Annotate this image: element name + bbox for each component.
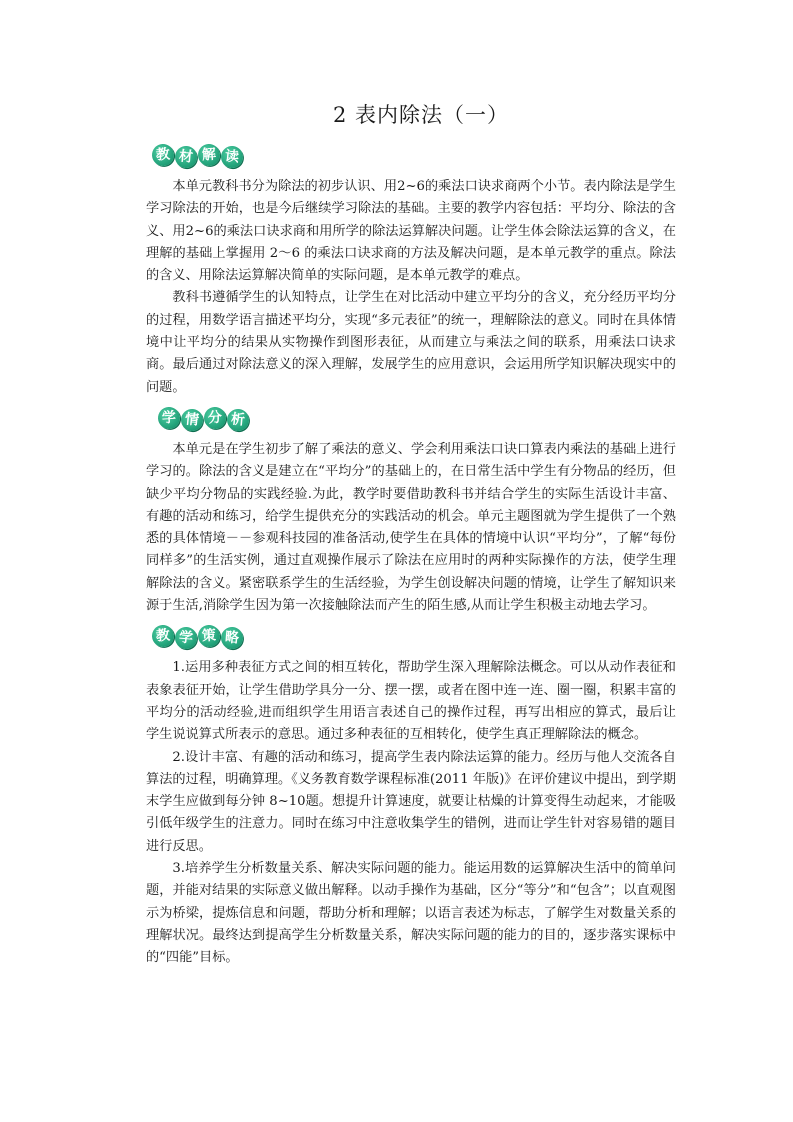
badge-char: 教: [151, 143, 174, 166]
paragraph: 3.培养学生分析数量关系、解决实际问题的能力。能运用数的运算解决生活中的简单问题，并能对结果的实际意义做出解释。以动手操作为基础，区分“等分”和“包含”；以直观图示为桥梁，提炼信息和问题，帮助分析和理解；以语言表述为标志，了解学生对数量关系的理解状况。最终达到提高学生分析数量关系，解决实际问题的能力的目的，逐步落实课标中的“四能”目标。: [146, 861, 676, 966]
badge-char: 解: [197, 143, 220, 166]
section-student-analysis: [146, 403, 676, 617]
badge-char: 情: [180, 408, 204, 432]
paragraph: 1.运用多种表征方式之间的相互转化，帮助学生深入理解除法概念。可以从动作表征和表象表征开始，让学生借助学具分一分、摆一摆，或者在图中连一连、圈一圈，积累丰富的平均分的活动经验,进而组织学生用语言表述自己的操作过程，再写出相应的算式，最后让学生说说算式所表示的意思。通过多种表征的互相转化，使学生真正理解除法的概念。: [146, 660, 676, 743]
section-badge: [158, 407, 250, 433]
badge-char: 析: [226, 408, 250, 432]
badge-char: 读: [220, 145, 244, 169]
badge-char: 学: [157, 406, 180, 429]
paragraph: 2.设计丰富、有趣的活动和练习，提高学生表内除法运算的能力。经历与他人交流各自算法的过程，明确算理。《义务教育数学课程标准(2011 年版)》在评价建议中提出，到学期末学生应做到每分钟 8~10题。想提升计算速度，就要让枯燥的计算变得生动起来，才能吸引低年级学生的注意力。同时在练习中注意收集学生的错例，进而让学生针对容易错的题目进行反思。: [146, 749, 676, 854]
badge-char: 教: [151, 625, 174, 648]
badge-char: 略: [220, 626, 244, 650]
paragraph: 本单元教科书分为除法的初步认识、用2~6的乘法口诀求商两个小节。表内除法是学生学习除法的开始，也是今后继续学习除法的基础。主要的教学内容包括：平均分、除法的含义、用2~6的乘法口诀求商和用所学的除法运算解决问题。让学生体会除法运算的含义，在理解的基础上掌握用 2～6 的乘法口诀求商的方法及解决问题，是本单元教学的重点。除法的含义、用除法运算解决简单的实际问题，是本单元教学的难点。: [146, 179, 676, 284]
paragraph: 教科书遵循学生的认知特点，让学生在对比活动中建立平均分的含义，充分经历平均分的过程，用数学语言描述平均分，实现“多元表征”的统一，理解除法的意义。同时在具体情境中让平均分的结果从实物操作到图形表征，从而建立与乘法之间的联系，用乘法口诀求商。最后通过对除法意义的深入理解，发展学生的应用意识，会运用所学知识解决现实中的问题。: [146, 290, 676, 395]
badge-char: 材: [174, 145, 198, 169]
badge-char: 学: [174, 626, 198, 650]
section-badge: [152, 625, 244, 651]
section-badge: [152, 144, 244, 170]
badge-char: 分: [203, 406, 226, 429]
section-textbook-interpretation: [146, 140, 676, 399]
badge-char: 策: [197, 625, 220, 648]
section-teaching-strategy: [146, 621, 676, 969]
paragraph: 本单元是在学生初步了解了乘法的意义、学会利用乘法口诀口算表内乘法的基础上进行学习的。除法的含义是建立在“平均分”的基础上的，在日常生活中学生有分物品的经历，但缺少平均分物品的实践经验.为此，教学时要借助教科书并结合学生的实际生活设计丰富、有趣的活动和练习，给学生提供充分的实践活动的机会。单元主题图就为学生提供了一个熟悉的具体情境－－参观科技园的准备活动,使学生在具体的情境中认识“平均分”，了解“每份同样多”的生活实例，通过直观操作展示了除法在应用时的两种实际操作的方法，使学生理解除法的含义。紧密联系学生的生活经验，为学生创设解决问题的情境，让学生了解知识来源于生活,消除学生因为第一次接触除法而产生的陌生感,从而让学生积极主动地去学习。: [146, 441, 676, 614]
page-title: 2 表内除法（一）: [332, 103, 510, 127]
document-page: [146, 100, 676, 974]
